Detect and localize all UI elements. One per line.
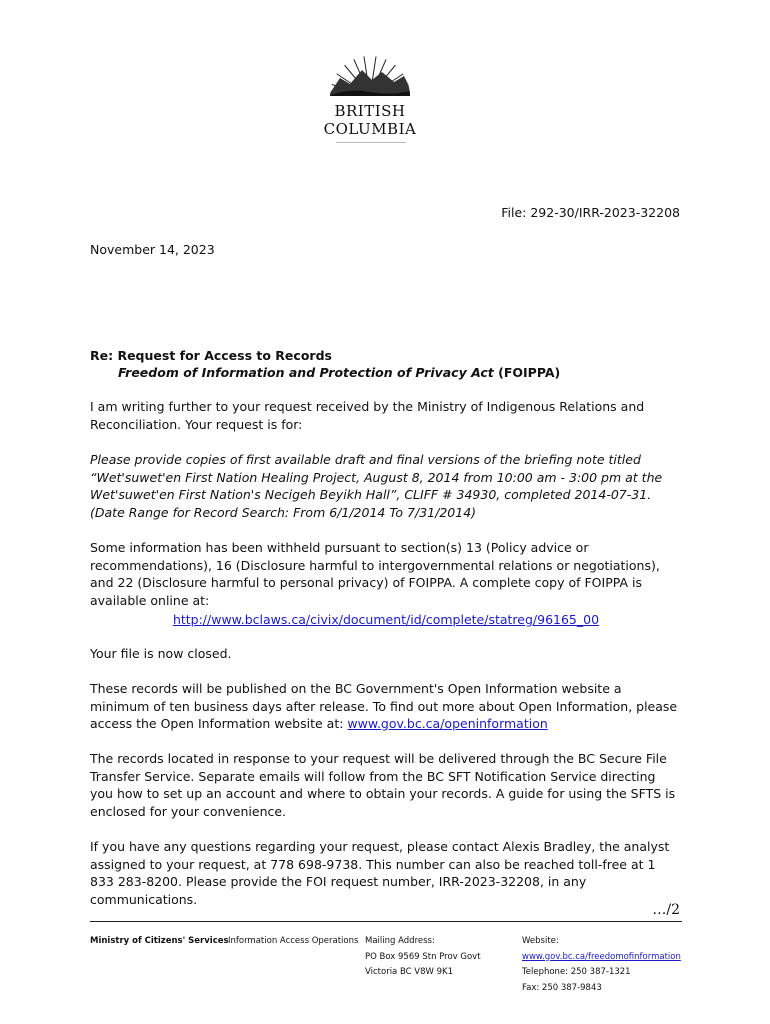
mailing-label: Mailing Address: <box>365 936 435 946</box>
footer-mailing-address <box>365 934 481 981</box>
closed-paragraph: Your file is now closed. <box>90 646 232 661</box>
footer-contact <box>522 934 681 996</box>
footer-divider <box>90 921 682 922</box>
foippa-link-line <box>90 612 682 627</box>
website-link[interactable]: www.gov.bc.ca/freedomofinformation <box>522 951 681 962</box>
published-paragraph <box>90 680 682 733</box>
questions-paragraph: If you have any questions regarding your request, please contact Alexis Bradley, the analyst assigned to your request, at 778 698-9738. This number can also be reached toll-free at 1 833 283-8200. Please provide the FOI request number, IRR-2023-32208, in any communications. <box>90 839 670 907</box>
mountain-sun-emblem-icon <box>318 44 422 102</box>
footer-branch: Information Access Operations <box>228 936 359 946</box>
logo-text-columbia: COLUMBIA <box>323 120 417 138</box>
bc-government-logo <box>318 44 422 146</box>
published-text: These records will be published on the BC Government's Open Information website a minimum of ten business days after release. To find out more about Open Information, please access the Open Information website at: <box>90 681 678 731</box>
subject-line: Re: Request for Access to Records <box>90 348 332 363</box>
mailing-line-2: Victoria BC V8W 9K1 <box>365 967 454 977</box>
website-label: Website: <box>522 936 559 946</box>
page-indicator: …/2 <box>652 902 680 918</box>
logo-text-british: BRITISH <box>334 102 406 120</box>
mailing-line-1: PO Box 9569 Stn Prov Govt <box>365 951 481 962</box>
act-name: Freedom of Information and Protection of Privacy Act <box>118 365 494 380</box>
delivery-paragraph: The records located in response to your request will be delivered through the BC Secure File Transfer Service. Separate emails will follow from the BC SFT Notification Service directing you how to set up an account and where to obtain your records. A guide for using the SFTS is enclosed for your convenience. <box>90 751 676 819</box>
fax: Fax: 250 387-9843 <box>522 982 602 993</box>
withheld-paragraph: Some information has been withheld pursuant to section(s) 13 (Policy advice or recommendations), 16 (Disclosure harmful to intergovernmental relations or negotiations), and 22 (Disclosure harmful to personal privacy) of FOIPPA. A complete copy of FOIPPA is available online at: <box>90 540 660 608</box>
foippa-link[interactable]: http://www.bclaws.ca/civix/document/id/complete/statreg/96165_00 <box>172 612 600 627</box>
intro-paragraph: I am writing further to your request received by the Ministry of Indigenous Relations and Reconciliation. Your request is for: <box>90 399 645 432</box>
file-reference: File: 292-30/IRR-2023-32208 <box>501 205 680 220</box>
subject-act <box>118 365 560 380</box>
request-text: Please provide copies of first available draft and final versions of the briefing note titled “Wet'suwet'en First Nation Healing Project, August 8, 2014 from 10:00 am - 3:00 pm at the Wet'suwet'en First Nation's Necigeh Beyikh Hall”, CLIFF # 34930, completed 2014-07-31. (Date Range for Record Search: From 6/1/2014 To 7/31/2014) <box>90 452 663 520</box>
letter-date: November 14, 2023 <box>90 242 215 257</box>
telephone: Telephone: 250 387-1321 <box>522 967 631 977</box>
open-information-link[interactable]: www.gov.bc.ca/openinformation <box>347 716 548 731</box>
footer-ministry: Ministry of Citizens' Services <box>90 936 229 946</box>
logo-underline <box>336 142 406 143</box>
act-abbrev: (FOIPPA) <box>493 365 561 380</box>
